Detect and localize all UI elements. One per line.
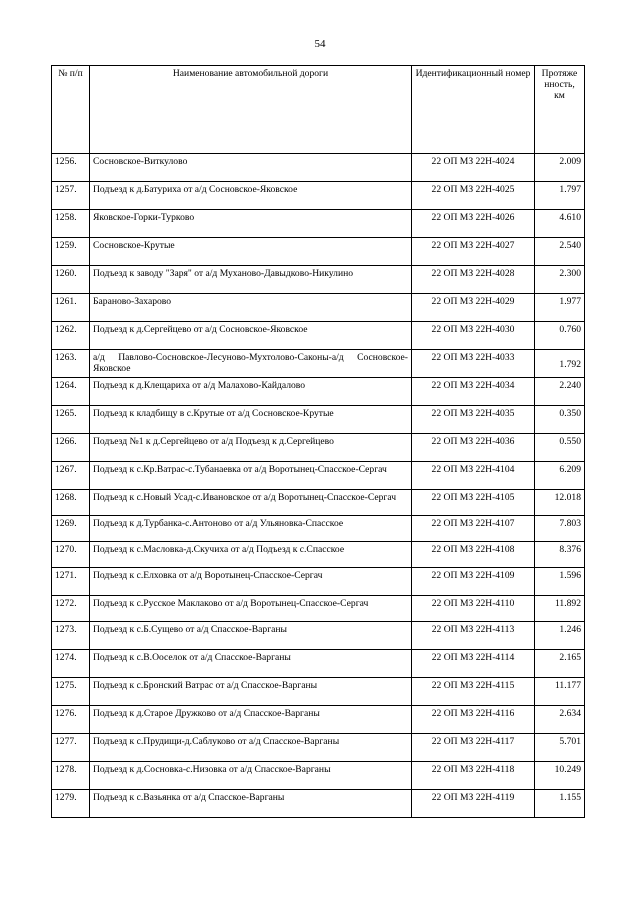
- row-name: Сосновское-Крутые: [90, 238, 412, 266]
- row-length: 1.596: [535, 568, 585, 596]
- row-id: 22 ОП МЗ 22Н-4105: [412, 490, 535, 516]
- row-length: 8.376: [535, 542, 585, 568]
- row-num: 1273.: [52, 622, 90, 650]
- row-name: Подъезд к с.Русское Маклаково от а/д Воротынец-Спасское-Сергач: [90, 596, 412, 622]
- row-length: 2.540: [535, 238, 585, 266]
- row-id: 22 ОП МЗ 22Н-4028: [412, 266, 535, 294]
- table-row: [52, 516, 585, 542]
- table-row: [52, 350, 585, 378]
- row-num: 1268.: [52, 490, 90, 516]
- row-name: Подъезд к д.Турбанка-с.Антоново от а/д Ульяновка-Спасское: [90, 516, 412, 542]
- table-row: [52, 294, 585, 322]
- row-id: 22 ОП МЗ 22Н-4119: [412, 790, 535, 818]
- row-id: 22 ОП МЗ 22Н-4024: [412, 154, 535, 182]
- row-num: 1279.: [52, 790, 90, 818]
- table-row: [52, 462, 585, 490]
- row-name: Подъезд к с.Масловка-д.Скучиха от а/д Подъезд к с.Спасское: [90, 542, 412, 568]
- table-row: [52, 568, 585, 596]
- row-id: 22 ОП МЗ 22Н-4116: [412, 706, 535, 734]
- row-length: 1.792: [535, 350, 585, 378]
- row-id: 22 ОП МЗ 22Н-4113: [412, 622, 535, 650]
- row-num: 1274.: [52, 650, 90, 678]
- row-num: 1264.: [52, 378, 90, 406]
- row-num: 1257.: [52, 182, 90, 210]
- row-name: Подъезд к заводу "Заря" от а/д Муханово-Давыдково-Никулино: [90, 266, 412, 294]
- table-row: [52, 790, 585, 818]
- row-id: 22 ОП МЗ 22Н-4108: [412, 542, 535, 568]
- table-row: [52, 266, 585, 294]
- row-num: 1263.: [52, 350, 90, 378]
- header-id: Идентификационный номер: [412, 66, 535, 154]
- row-num: 1256.: [52, 154, 90, 182]
- row-id: 22 ОП МЗ 22Н-4025: [412, 182, 535, 210]
- row-name: Бараново-Захарово: [90, 294, 412, 322]
- row-name: Яковское-Горки-Турково: [90, 210, 412, 238]
- row-num: 1261.: [52, 294, 90, 322]
- row-name: Подъезд к с.Кр.Ватрас-с.Тубанаевка от а/д Воротынец-Спасское-Сергач: [90, 462, 412, 490]
- row-id: 22 ОП МЗ 22Н-4118: [412, 762, 535, 790]
- row-name: Подъезд к кладбищу в с.Крутые от а/д Сосновское-Крутые: [90, 406, 412, 434]
- row-length: 1.155: [535, 790, 585, 818]
- row-length: 5.701: [535, 734, 585, 762]
- row-name: Подъезд к с.В.Ооселок от а/д Спасское-Варганы: [90, 650, 412, 678]
- row-num: 1276.: [52, 706, 90, 734]
- row-length: 12.018: [535, 490, 585, 516]
- row-id: 22 ОП МЗ 22Н-4114: [412, 650, 535, 678]
- header-num: № п/п: [52, 66, 90, 154]
- row-length: 0.760: [535, 322, 585, 350]
- row-num: 1267.: [52, 462, 90, 490]
- row-id: 22 ОП МЗ 22Н-4107: [412, 516, 535, 542]
- table-row: [52, 542, 585, 568]
- table-row: [52, 490, 585, 516]
- row-name: Подъезд к с.Прудищи-д.Саблуково от а/д Спасское-Варганы: [90, 734, 412, 762]
- row-length: 2.165: [535, 650, 585, 678]
- row-num: 1269.: [52, 516, 90, 542]
- table-header: [52, 66, 585, 154]
- table-row: [52, 378, 585, 406]
- row-length: 2.240: [535, 378, 585, 406]
- row-id: 22 ОП МЗ 22Н-4115: [412, 678, 535, 706]
- table-row: [52, 182, 585, 210]
- table-row: [52, 650, 585, 678]
- table-row: [52, 406, 585, 434]
- row-num: 1272.: [52, 596, 90, 622]
- table-row: [52, 762, 585, 790]
- row-length: 2.634: [535, 706, 585, 734]
- row-name: Подъезд к д.Старое Дружково от а/д Спасское-Варганы: [90, 706, 412, 734]
- row-length: 6.209: [535, 462, 585, 490]
- header-row: [52, 66, 585, 154]
- row-id: 22 ОП МЗ 22Н-4036: [412, 434, 535, 462]
- row-name: Подъезд к д.Сосновка-с.Низовка от а/д Спасское-Варганы: [90, 762, 412, 790]
- row-num: 1265.: [52, 406, 90, 434]
- row-num: 1260.: [52, 266, 90, 294]
- row-name: Подъезд к с.Елховка от а/д Воротынец-Спасское-Сергач: [90, 568, 412, 596]
- row-name: Подъезд к с.Новый Усад-с.Ивановское от а/д Воротынец-Спасское-Сергач: [90, 490, 412, 516]
- row-length: 11.177: [535, 678, 585, 706]
- row-id: 22 ОП МЗ 22Н-4033: [412, 350, 535, 378]
- row-id: 22 ОП МЗ 22Н-4026: [412, 210, 535, 238]
- row-id: 22 ОП МЗ 22Н-4029: [412, 294, 535, 322]
- row-length: 1.246: [535, 622, 585, 650]
- row-name: Подъезд к д.Батуриха от а/д Сосновское-Яковское: [90, 182, 412, 210]
- roads-table: [51, 65, 585, 818]
- row-num: 1270.: [52, 542, 90, 568]
- header-name: Наименование автомобильной дороги: [90, 66, 412, 154]
- row-id: 22 ОП МЗ 22Н-4030: [412, 322, 535, 350]
- row-id: 22 ОП МЗ 22Н-4035: [412, 406, 535, 434]
- row-name: Сосновское-Виткулово: [90, 154, 412, 182]
- row-num: 1262.: [52, 322, 90, 350]
- row-name: Подъезд к с.Вазьянка от а/д Спасское-Варганы: [90, 790, 412, 818]
- table-row: [52, 238, 585, 266]
- row-id: 22 ОП МЗ 22Н-4034: [412, 378, 535, 406]
- page-number: 54: [314, 38, 326, 50]
- row-name: Подъезд к д.Сергейцево от а/д Сосновское-Яковское: [90, 322, 412, 350]
- row-num: 1278.: [52, 762, 90, 790]
- row-length: 2.300: [535, 266, 585, 294]
- row-name: Подъезд к д.Клещариха от а/д Малахово-Кайдалово: [90, 378, 412, 406]
- row-num: 1275.: [52, 678, 90, 706]
- row-id: 22 ОП МЗ 22Н-4109: [412, 568, 535, 596]
- row-num: 1266.: [52, 434, 90, 462]
- row-id: 22 ОП МЗ 22Н-4027: [412, 238, 535, 266]
- row-id: 22 ОП МЗ 22Н-4117: [412, 734, 535, 762]
- row-name: Подъезд к с.Бронский Ватрас от а/д Спасское-Варганы: [90, 678, 412, 706]
- row-length: 0.350: [535, 406, 585, 434]
- row-length: 1.797: [535, 182, 585, 210]
- row-length: 4.610: [535, 210, 585, 238]
- row-name: а/д Павлово-Сосновское-Лесуново-Мухтолово-Саконы-а/д Сосновское-Яковское: [90, 350, 412, 378]
- row-id: 22 ОП МЗ 22Н-4104: [412, 462, 535, 490]
- row-length: 10.249: [535, 762, 585, 790]
- row-length: 1.977: [535, 294, 585, 322]
- row-name: Подъезд №1 к д.Сергейцево от а/д Подъезд к д.Сергейцево: [90, 434, 412, 462]
- table-body: [52, 154, 585, 818]
- row-id: 22 ОП МЗ 22Н-4110: [412, 596, 535, 622]
- table-row: [52, 678, 585, 706]
- row-num: 1259.: [52, 238, 90, 266]
- table-row: [52, 706, 585, 734]
- row-length: 7.803: [535, 516, 585, 542]
- row-num: 1258.: [52, 210, 90, 238]
- table-row: [52, 596, 585, 622]
- row-length: 2.009: [535, 154, 585, 182]
- row-num: 1271.: [52, 568, 90, 596]
- row-length: 0.550: [535, 434, 585, 462]
- table-row: [52, 622, 585, 650]
- row-name: Подъезд к с.Б.Сущево от а/д Спасское-Варганы: [90, 622, 412, 650]
- table-row: [52, 434, 585, 462]
- table-row: [52, 734, 585, 762]
- table-row: [52, 322, 585, 350]
- header-length: Протяже нность, км: [535, 66, 585, 154]
- table-row: [52, 210, 585, 238]
- row-length: 11.892: [535, 596, 585, 622]
- row-num: 1277.: [52, 734, 90, 762]
- table-row: [52, 154, 585, 182]
